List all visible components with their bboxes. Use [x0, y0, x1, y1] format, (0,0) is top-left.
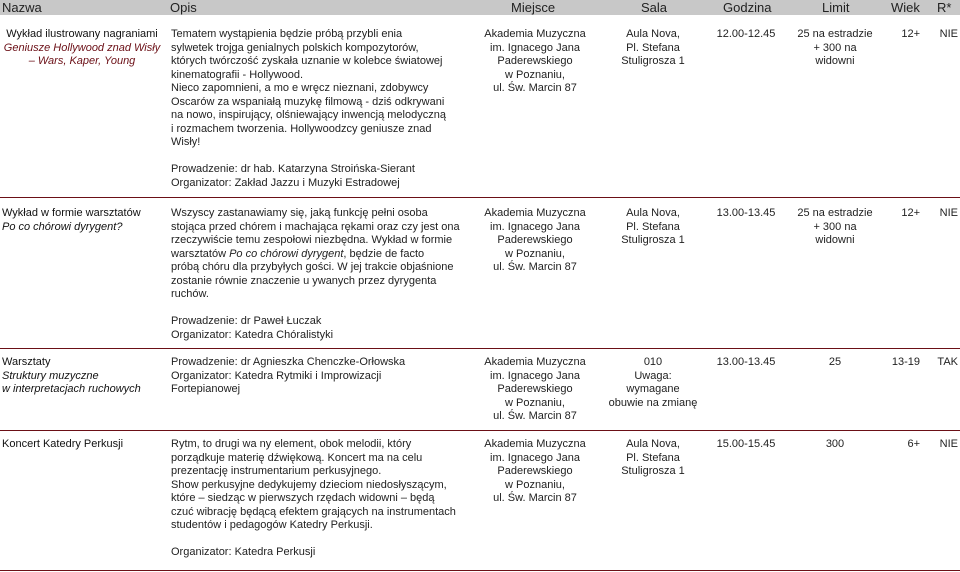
row-divider: [0, 197, 960, 198]
event-time: 13.00-13.45: [716, 356, 776, 368]
row-divider: [0, 348, 960, 349]
event-venue: Akademia Muzyczna im. Ignacego Jana Paderewskiego w Poznaniu, ul. Św. Marcin 87: [484, 438, 586, 504]
event-room: 010 Uwaga: wymagane obuwie na zmianę: [608, 356, 698, 409]
event-limit: 300: [825, 438, 845, 450]
header-miejsce: Miejsce: [511, 0, 556, 15]
event-name: Warsztaty Struktury muzyczne w interpretacjach ruchowych: [2, 356, 141, 395]
header-wiek: Wiek: [891, 0, 920, 15]
header-limit: Limit: [822, 0, 850, 15]
event-limit: 25 na estradzie + 300 na widowni: [797, 28, 873, 67]
event-description: Wszyscy zastanawiamy się, jaką funkcję pełni osoba stojąca przed chórem i machająca rękami oraz czy jest ona rzeczywiście temu zespołowi niezbędna. Wykład w formie warsztatów Po co chórowi dyrygent, będzie de facto próbą chóru dla przybyłych gości. W jej trakcie objaśnione zostanie równie znaczenie u ywanych przez dyrygenta ruchów. Prowadzenie: dr Paweł Łuczak Organizator: Katedra Chóralistyki: [171, 207, 460, 341]
event-age: 6+: [907, 438, 920, 450]
header-sala: Sala: [641, 0, 668, 15]
event-name: Wykład ilustrowany nagraniami Geniusze Hollywood znad Wisły – Wars, Kaper, Young: [3, 28, 161, 67]
header-nazwa: Nazwa: [2, 0, 42, 15]
table-header: [0, 0, 960, 15]
event-time: 12.00-12.45: [716, 28, 776, 40]
event-reservation: TAK: [937, 356, 958, 368]
event-room: Aula Nova, Pl. Stefana Stuligrosza 1: [621, 438, 685, 477]
event-description: Rytm, to drugi wa ny element, obok melodii, który porządkuje materię dźwiękową. Koncert ma na celu prezentację instrumentarium perkusyjnego. Show perkusyjne dedykujemy dzieciom niedosłyszącym, które – siedząc w pierwszych rzędach widowni – będą czuć wibrację będącą efektem grających na instrumentach studentów i pedagogów Katedry Perkusji. Organizator: Katedra Perkusji: [171, 438, 456, 558]
header-godzina: Godzina: [723, 0, 772, 15]
event-reservation: NIE: [939, 438, 958, 450]
event-venue: Akademia Muzyczna im. Ignacego Jana Paderewskiego w Poznaniu, ul. Św. Marcin 87: [484, 207, 586, 273]
row-divider: [0, 430, 960, 431]
event-limit: 25: [828, 356, 842, 368]
event-age: 12+: [901, 207, 920, 219]
header-opis: Opis: [170, 0, 197, 15]
event-age: 13-19: [891, 356, 920, 368]
event-description: Prowadzenie: dr Agnieszka Chenczke-Orłowska Organizator: Katedra Rytmiki i Improwizacji Fortepianowej: [171, 356, 406, 395]
row-divider: [0, 570, 960, 571]
event-time: 15.00-15.45: [716, 438, 776, 450]
event-time: 13.00-13.45: [716, 207, 776, 219]
event-room: Aula Nova, Pl. Stefana Stuligrosza 1: [621, 207, 685, 246]
event-name: Koncert Katedry Perkusji: [2, 438, 124, 450]
event-age: 12+: [901, 28, 920, 40]
event-name: Wykład w formie warsztatów Po co chórowi dyrygent?: [2, 207, 141, 233]
event-description: Tematem wystąpienia będzie próbą przybli enia sylwetek trojga genialnych polskich kompozytorów, których twórczość zyskała uznanie w kolebce światowej kinematografii - Hollywood. Nieco zapomnieni, a mo e wręcz nieznani, zdobywcy Oscarów za wspaniałą muzykę filmową - dziś odkrywani na nowo, inspirujący, olśniewający inwencją melodyczną i rozmachem tworzenia. Hollywoodzcy geniusze znad Wisły! Prowadzenie: dr hab. Katarzyna Stroińska-Sierant Organizator: Zakład Jazzu i Muzyki Estradowej: [171, 28, 446, 189]
event-venue: Akademia Muzyczna im. Ignacego Jana Paderewskiego w Poznaniu, ul. Św. Marcin 87: [484, 28, 586, 94]
header-r: R*: [937, 0, 952, 15]
event-venue: Akademia Muzyczna im. Ignacego Jana Paderewskiego w Poznaniu, ul. Św. Marcin 87: [484, 356, 586, 422]
event-reservation: NIE: [939, 207, 958, 219]
event-reservation: NIE: [939, 28, 958, 40]
event-room: Aula Nova, Pl. Stefana Stuligrosza 1: [621, 28, 685, 67]
event-limit: 25 na estradzie + 300 na widowni: [797, 207, 873, 246]
